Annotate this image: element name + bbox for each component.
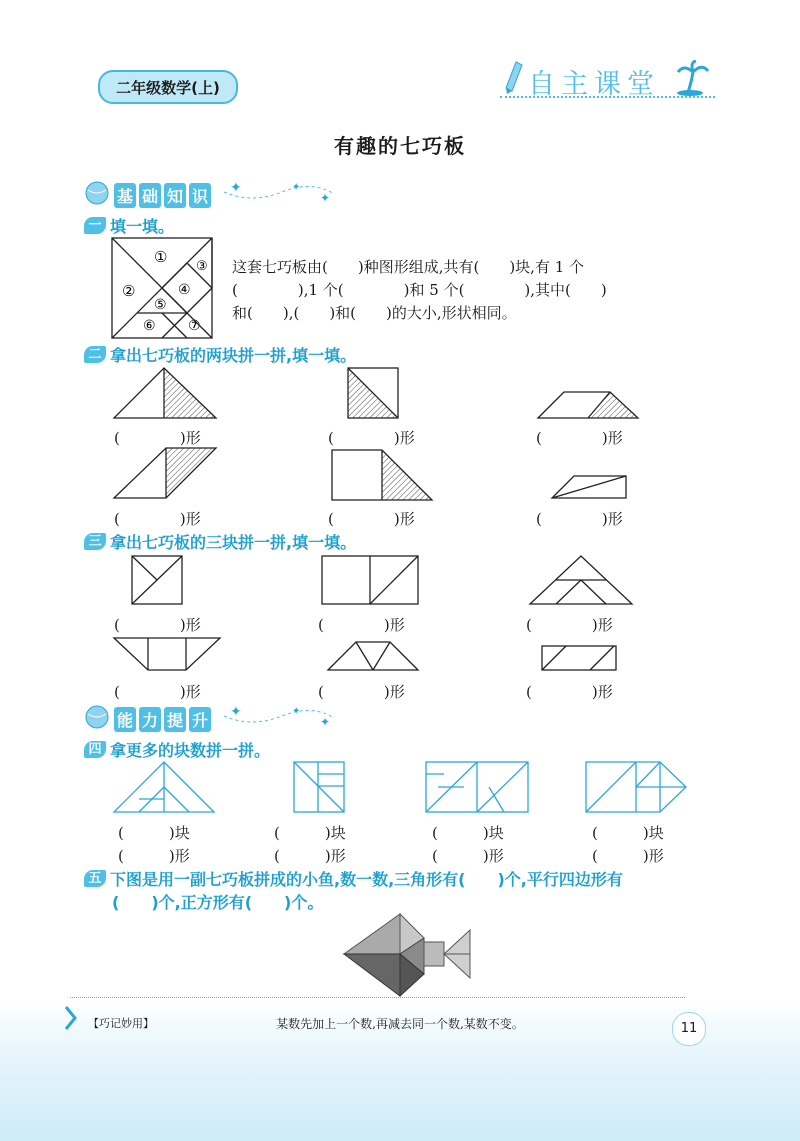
question-4-title: 拿更多的块数拼一拼。: [110, 741, 271, 760]
piece-label: ⑤: [154, 297, 167, 313]
section-basic-knowledge: 基 础 知 识: [114, 183, 211, 208]
section-ability: 能 力 提 升: [114, 707, 211, 732]
question-2-number: 二: [84, 346, 106, 363]
piece-label: ③: [196, 259, 208, 274]
q2-answer-3[interactable]: ( )形: [536, 429, 623, 447]
q4-count-4[interactable]: ( )块: [592, 824, 664, 842]
tangram-fish: [340, 912, 476, 998]
grade-badge: 二年级数学(上): [98, 70, 238, 104]
tangram-square: [110, 236, 214, 340]
question-3-number: 三: [84, 533, 106, 550]
q4-count-3[interactable]: ( )块: [432, 824, 504, 842]
q4-shape-3: [424, 760, 532, 814]
q3-answer-5[interactable]: ( )形: [318, 683, 405, 701]
question-2-title: 拿出七巧板的两块拼一拼,填一填。: [110, 346, 357, 365]
q4-shape-answer-4[interactable]: ( )形: [592, 847, 664, 865]
question-5-line-1: 下图是用一副七巧板拼成的小鱼,数一数,三角形有( )个,平行四边形有: [110, 870, 623, 889]
q3-shape-2: [318, 554, 422, 606]
question-1-number: 一: [84, 217, 106, 234]
footer-tip-text: 某数先加上一个数,再减去同一个数,某数不变。: [276, 1017, 524, 1031]
footer-divider: [70, 997, 685, 998]
svg-text:✦: ✦: [320, 191, 331, 205]
svg-text:✦: ✦: [292, 182, 301, 193]
page-number: 11: [672, 1012, 706, 1046]
globe-icon: [84, 180, 110, 206]
q2-shape-6: [550, 474, 630, 502]
sparkle-decoration: [222, 178, 337, 208]
svg-text:✦: ✦: [230, 180, 242, 196]
piece-label: ①: [154, 248, 168, 266]
q4-shape-answer-2[interactable]: ( )形: [274, 847, 346, 865]
palm-tree-icon: [676, 60, 710, 96]
question-1-line-1: 这套七巧板由( )种图形组成,共有( )块,有 1 个: [232, 258, 585, 276]
q2-answer-6[interactable]: ( )形: [536, 510, 623, 528]
piece-label: ⑦: [188, 318, 201, 334]
q3-answer-1[interactable]: ( )形: [114, 616, 201, 634]
q3-answer-4[interactable]: ( )形: [114, 683, 201, 701]
q2-answer-4[interactable]: ( )形: [114, 510, 201, 528]
q3-answer-2[interactable]: ( )形: [318, 616, 405, 634]
svg-text:✦: ✦: [292, 706, 301, 717]
question-3-title: 拿出七巧板的三块拼一拼,填一填。: [110, 533, 357, 552]
question-4-number: 四: [84, 741, 106, 758]
q3-answer-6[interactable]: ( )形: [526, 683, 613, 701]
svg-text:✦: ✦: [320, 715, 331, 729]
q4-count-2[interactable]: ( )块: [274, 824, 346, 842]
piece-label: ④: [178, 282, 191, 298]
sparkle-decoration: [222, 702, 337, 732]
brand-title: 自主课堂: [528, 69, 660, 100]
footer-tip-label: 【巧记妙用】: [88, 1017, 154, 1030]
piece-label: ⑥: [143, 318, 156, 334]
header-dotted-line: [500, 96, 715, 98]
q2-answer-2[interactable]: ( )形: [328, 429, 415, 447]
q2-shape-4: [112, 446, 222, 502]
q2-shape-5: [330, 448, 434, 502]
q2-shape-2: [344, 364, 402, 422]
q4-count-1[interactable]: ( )块: [118, 824, 190, 842]
q2-shape-1: [112, 364, 222, 422]
globe-icon: [84, 704, 110, 730]
q3-answer-3[interactable]: ( )形: [526, 616, 613, 634]
q3-shape-1: [128, 554, 186, 606]
question-1-line-3: 和( ),( )和( )的大小,形状相同。: [232, 304, 517, 322]
q3-shape-6: [540, 644, 620, 672]
q3-shape-4: [112, 636, 224, 672]
question-5-line-2: ( )个,正方形有( )个。: [112, 893, 324, 912]
pencil-icon: [498, 58, 524, 94]
page-title: 有趣的七巧板: [334, 134, 466, 158]
q2-answer-5[interactable]: ( )形: [328, 510, 415, 528]
q4-shape-answer-1[interactable]: ( )形: [118, 847, 190, 865]
q2-answer-1[interactable]: ( )形: [114, 429, 201, 447]
q3-shape-5: [326, 640, 422, 672]
piece-label: ②: [122, 282, 136, 300]
q4-shape-4: [584, 760, 690, 814]
q2-shape-3: [536, 388, 644, 422]
question-1-line-2: ( ),1 个( )和 5 个( ),其中( ): [232, 281, 607, 299]
q3-shape-3: [528, 554, 636, 606]
question-5-number: 五: [84, 870, 106, 887]
svg-text:✦: ✦: [230, 704, 242, 720]
q4-shape-1: [112, 760, 218, 814]
q4-shape-answer-3[interactable]: ( )形: [432, 847, 504, 865]
question-1-title: 填一填。: [110, 217, 175, 236]
q4-shape-2: [292, 760, 348, 814]
